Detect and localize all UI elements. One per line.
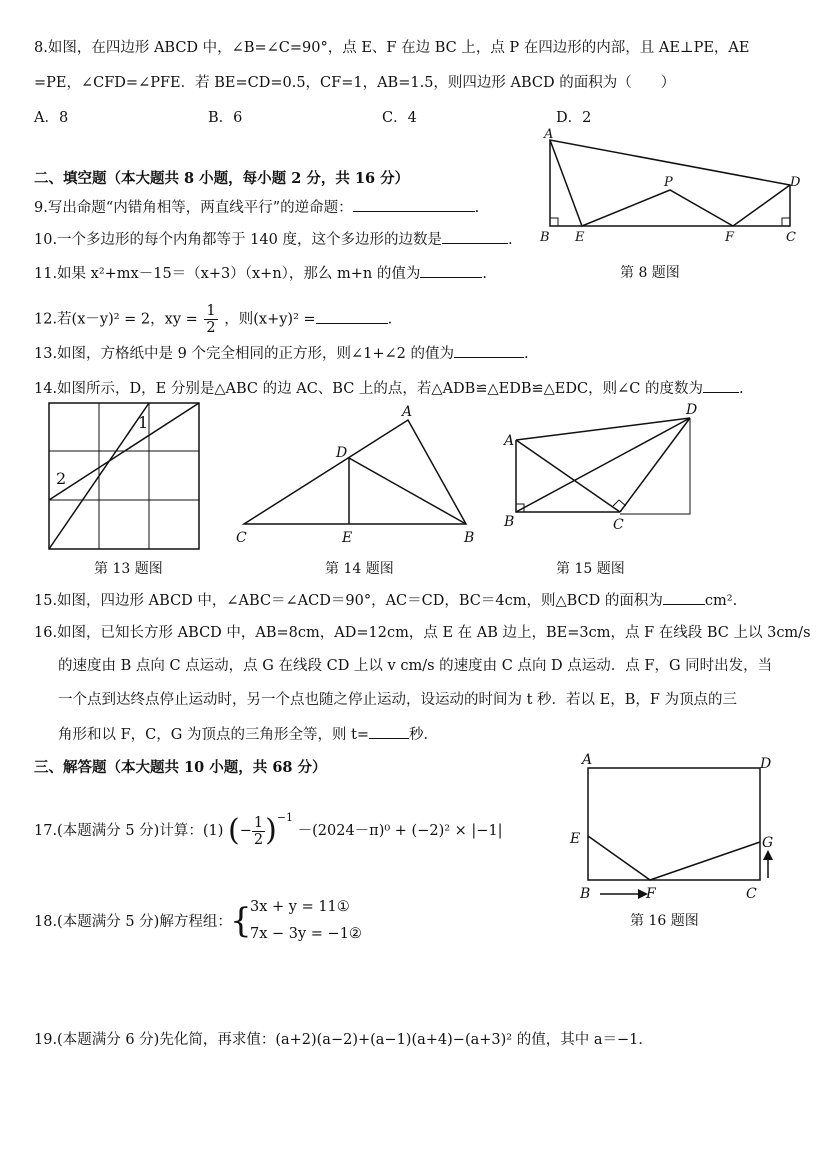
q8-option-a: A．8 <box>34 110 69 126</box>
fig16-label-f: F <box>646 886 656 902</box>
q12-frac-den: 2 <box>206 320 216 336</box>
q15-text: 15.如图，四边形 ABCD 中，∠ABC＝∠ACD＝90°，AC＝CD，BC＝4cm，则△BCD 的面积为 <box>34 593 663 609</box>
q17-frac-num: 1 <box>253 814 264 831</box>
fig14-label-b: B <box>464 530 475 546</box>
q8-option-c: C．4 <box>382 110 417 126</box>
fig14-caption: 第 14 题图 <box>325 561 394 577</box>
q16-line3: 一个点到达终点停止运动时，另一个点也随之停止运动，设运动的时间为 t 秒．若以 E，B，F 为顶点的三 <box>58 692 738 708</box>
fig15-label-d: D <box>686 402 698 418</box>
fig16-label-e: E <box>570 831 581 847</box>
fig8-label-d: D <box>790 175 801 190</box>
fig16-caption: 第 16 题图 <box>630 913 699 929</box>
q17-frac-den: 2 <box>253 831 264 848</box>
q9: 9.写出命题“内错角相等，两直线平行”的逆命题： . <box>34 197 479 218</box>
q8-option-b: B．6 <box>208 110 243 126</box>
fig15-caption: 第 15 题图 <box>556 561 625 577</box>
q14-answer-blank <box>703 378 739 393</box>
q17-expression: －(2024－π)⁰ + (−2)² × |−1| <box>297 823 503 839</box>
figure-13 <box>46 400 206 552</box>
q8-line2: =PE，∠CFD=∠PFE．若 BE=CD=0.5，CF=1，AB=1.5，则四边形 ABCD 的面积为（ ） <box>34 75 676 91</box>
q15 <box>34 590 737 611</box>
q16-answer-blank <box>369 724 409 739</box>
q17 <box>34 808 503 848</box>
q10-answer-blank <box>442 229 508 244</box>
q18-equation-2: 7x − 3y = −1② <box>250 926 362 942</box>
q11-answer-blank <box>420 263 482 278</box>
q13-text: 13.如图，方格纸中是 9 个完全相同的正方形，则∠1+∠2 的值为 <box>34 346 455 362</box>
fig8-label-b: B <box>540 230 550 245</box>
figure-15 <box>498 398 703 548</box>
fig16-label-a: A <box>582 752 593 768</box>
fig8-label-e: E <box>575 230 585 245</box>
figure-16 <box>566 748 791 908</box>
fig8-label-c: C <box>786 230 796 245</box>
q16-line4-text: 角形和以 F，C，G 为顶点的三角形全等，则 t= <box>58 727 370 743</box>
fig13-angle-2: 2 <box>56 469 67 488</box>
q17-paren-open: ( <box>227 813 240 848</box>
q12: 12.若(x－y)² = 2，xy = $\frac{1}{2}$ ，则(x+y)² = . <box>34 303 393 336</box>
q18-equation-1: 3x + y = 11① <box>250 899 350 915</box>
q18-brace: { <box>230 901 252 941</box>
fig14-label-a: A <box>402 404 413 420</box>
q11-text: 11.如果 x²+mx－15＝（x+3）（x+n），那么 m+n 的值为 <box>34 266 421 282</box>
q12-frac-num: 1 <box>206 303 216 319</box>
section3-title: 三、解答题（本大题共 10 小题，共 68 分） <box>34 759 327 776</box>
q13-answer-blank <box>454 343 524 358</box>
fig8-label-f: F <box>725 230 735 245</box>
q14: 14.如图所示，D，E 分别是△ABC 的边 AC、BC 上的点，若△ADB≌△EDB≌△EDC，则∠C 的度数为 . <box>34 378 744 399</box>
q18 <box>34 912 232 932</box>
fig14-label-e: E <box>342 530 353 546</box>
fig8-label-a: A <box>544 128 554 142</box>
section2-title: 二、填空题（本大题共 8 小题，每小题 2 分，共 16 分） <box>34 170 410 187</box>
fig13-caption: 第 13 题图 <box>94 561 163 577</box>
q18-text: 18.(本题满分 5 分)解方程组： <box>34 914 232 930</box>
figure-14 <box>228 400 493 550</box>
q16-line4-end: 秒． <box>409 727 439 743</box>
q16-line1: 16.如图，已知长方形 ABCD 中，AB=8cm，AD=12cm，点 E 在 AB 边上，BE=3cm，点 F 在线段 BC 上以 3cm/s <box>34 625 811 641</box>
q8-line1: 8.如图，在四边形 ABCD 中，∠B=∠C=90°，点 E、F 在边 BC 上，点 P 在四边形的内部，且 AE⊥PE，AE <box>34 40 750 56</box>
fig16-label-b: B <box>580 886 591 902</box>
q19: 19.(本题满分 6 分)先化简，再求值：(a+2)(a−2)+(a−1)(a+4)−(a+3)² 的值，其中 a＝−1． <box>34 1032 653 1048</box>
q15-unit: cm². <box>704 593 738 609</box>
fig16-label-g: G <box>762 835 774 851</box>
q16-line4 <box>58 724 438 745</box>
fig16-label-c: C <box>746 886 757 902</box>
q17-minus: − <box>239 823 252 839</box>
fig8-caption: 第 8 题图 <box>620 265 680 281</box>
fig15-label-c: C <box>613 517 624 533</box>
fig15-label-b: B <box>504 514 515 530</box>
q14-text: 14.如图所示，D，E 分别是△ABC 的边 AC、BC 上的点，若△ADB≌△EDB≌△EDC，则∠C 的度数为 <box>34 381 703 397</box>
q9-answer-blank <box>353 197 475 212</box>
q15-answer-blank <box>663 590 705 605</box>
q11: 11.如果 x²+mx－15＝（x+3）（x+n），那么 m+n 的值为 . <box>34 263 487 284</box>
fig14-label-c: C <box>236 530 247 546</box>
fig13-angle-1: 1 <box>138 413 149 432</box>
q13: 13.如图，方格纸中是 9 个完全相同的正方形，则∠1+∠2 的值为 . <box>34 343 529 364</box>
q12-text-a: 12.若(x－y)² = 2，xy = <box>34 311 198 328</box>
fig14-label-d: D <box>336 445 348 461</box>
q17-fraction <box>252 815 265 848</box>
q12-fraction <box>204 303 217 336</box>
q17-paren-close: ) <box>265 813 277 848</box>
q12-answer-blank <box>316 309 388 324</box>
fig15-label-a: A <box>504 433 515 449</box>
q17-exponent: −1 <box>276 811 294 824</box>
q8-option-d: D．2 <box>556 110 592 126</box>
q17-text: 17.(本题满分 5 分)计算：(1) <box>34 823 224 839</box>
q12-text-b: ，则(x+y)² = <box>224 311 316 328</box>
q16-line2: 的速度由 B 点向 C 点运动，点 G 在线段 CD 上以 v cm/s 的速度由 C 点向 D 点运动．点 F，G 同时出发，当 <box>58 658 773 674</box>
fig8-label-p: P <box>664 175 673 190</box>
q10-text: 10.一个多边形的每个内角都等于 140 度，这个多边形的边数是 <box>34 232 442 248</box>
fig16-label-d: D <box>760 756 772 772</box>
q9-text: 9.写出命题“内错角相等，两直线平行”的逆命题： <box>34 200 353 216</box>
q10: 10.一个多边形的每个内角都等于 140 度，这个多边形的边数是 . <box>34 229 513 250</box>
figure-8 <box>535 128 810 248</box>
